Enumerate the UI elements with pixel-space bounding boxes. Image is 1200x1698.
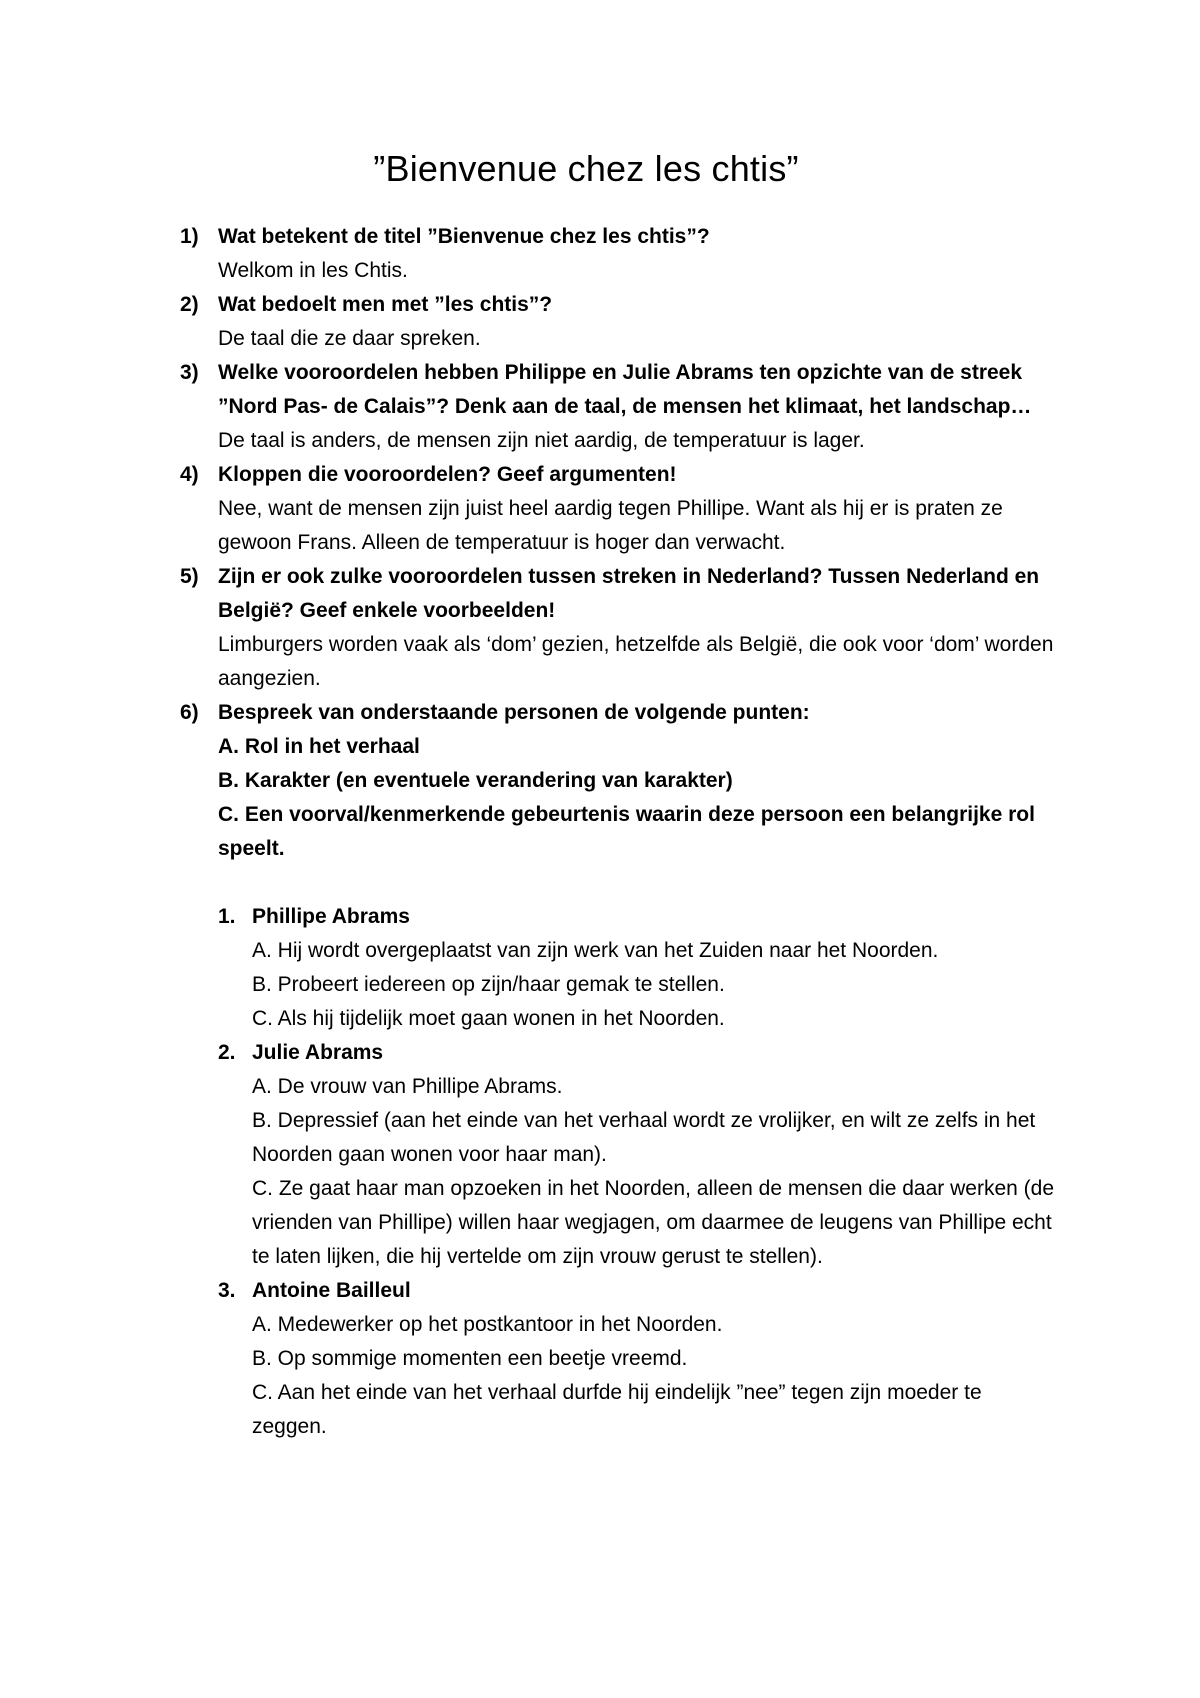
question-number: 3) [180, 361, 199, 384]
answer-text: Welkom in les Chtis. [218, 259, 408, 282]
person-line-c: C. Ze gaat haar man opzoeken in het Noorden, alleen de mensen die daar werken (de vrienden van Phillipe) willen haar wegjagen, om daarmee de leugens van Phillipe echt te laten lijken, die hij vertelde om zijn vrouw gerust te stellen). [252, 1177, 1054, 1268]
question-number: 2) [180, 293, 199, 316]
question-5 [180, 560, 1060, 696]
question-text: Wat betekent de titel ”Bienvenue chez les chtis”? [218, 225, 710, 248]
person-name: Antoine Bailleul [252, 1279, 411, 1302]
answer-text: Limburgers worden vaak als ‘dom’ gezien, hetzelfde als België, die ook voor ‘dom’ worden aangezien. [218, 633, 1054, 690]
question-2 [180, 288, 1060, 356]
person-2 [218, 1036, 1060, 1274]
discussion-point-c: C. Een voorval/kenmerkende gebeurtenis waarin deze persoon een belangrijke rol speelt. [218, 803, 1035, 860]
person-3 [218, 1274, 1060, 1444]
person-name: Phillipe Abrams [252, 905, 410, 928]
question-number: 1) [180, 225, 199, 248]
question-text: Wat bedoelt men met ”les chtis”? [218, 293, 553, 316]
discussion-point-b: B. Karakter (en eventuele verandering van karakter) [218, 769, 733, 792]
person-line-b: B. Depressief (aan het einde van het verhaal wordt ze vrolijker, en wilt ze zelfs in het Noorden gaan wonen voor haar man). [252, 1109, 1036, 1166]
page-title: ”Bienvenue chez les chtis” [373, 148, 799, 189]
question-number: 5) [180, 565, 199, 588]
question-number: 6) [180, 701, 199, 724]
person-line-a: A. De vrouw van Phillipe Abrams. [252, 1075, 563, 1098]
question-text: Welke vooroordelen hebben Philippe en Julie Abrams ten opzichte van de streek ”Nord Pas- de Calais”? Denk aan de taal, de mensen het klimaat, het landschap… [218, 361, 1032, 418]
question-text: Kloppen die vooroordelen? Geef argumenten! [218, 463, 677, 486]
question-6 [180, 696, 1060, 866]
person-line-c: C. Aan het einde van het verhaal durfde hij eindelijk ”nee” tegen zijn moeder te zeggen. [252, 1381, 982, 1438]
question-1 [180, 220, 1060, 288]
person-line-a: A. Hij wordt overgeplaatst van zijn werk van het Zuiden naar het Noorden. [252, 939, 939, 962]
paragraph-spacer [180, 866, 1060, 900]
person-number: 3. [218, 1279, 236, 1302]
answer-text: De taal is anders, de mensen zijn niet aardig, de temperatuur is lager. [218, 429, 865, 452]
discussion-point-a: A. Rol in het verhaal [218, 735, 420, 758]
person-line-b: B. Probeert iedereen op zijn/haar gemak te stellen. [252, 973, 725, 996]
answer-text: Nee, want de mensen zijn juist heel aardig tegen Phillipe. Want als hij er is praten ze gewoon Frans. Alleen de temperatuur is hoger dan verwacht. [218, 497, 1003, 554]
person-line-c: C. Als hij tijdelijk moet gaan wonen in het Noorden. [252, 1007, 725, 1030]
person-name: Julie Abrams [252, 1041, 384, 1064]
person-number: 2. [218, 1041, 236, 1064]
question-text: Bespreek van onderstaande personen de volgende punten: [218, 701, 810, 724]
question-text: Zijn er ook zulke vooroordelen tussen streken in Nederland? Tussen Nederland en België? Geef enkele voorbeelden! [218, 565, 1040, 622]
question-number: 4) [180, 463, 199, 486]
person-line-a: A. Medewerker op het postkantoor in het Noorden. [252, 1313, 723, 1336]
person-1 [218, 900, 1060, 1036]
answer-text: De taal die ze daar spreken. [218, 327, 481, 350]
question-4 [180, 458, 1060, 560]
persons-list [180, 900, 1060, 1444]
document-body [180, 220, 1060, 1444]
person-line-b: B. Op sommige momenten een beetje vreemd. [252, 1347, 688, 1370]
person-number: 1. [218, 905, 236, 928]
question-3 [180, 356, 1060, 458]
